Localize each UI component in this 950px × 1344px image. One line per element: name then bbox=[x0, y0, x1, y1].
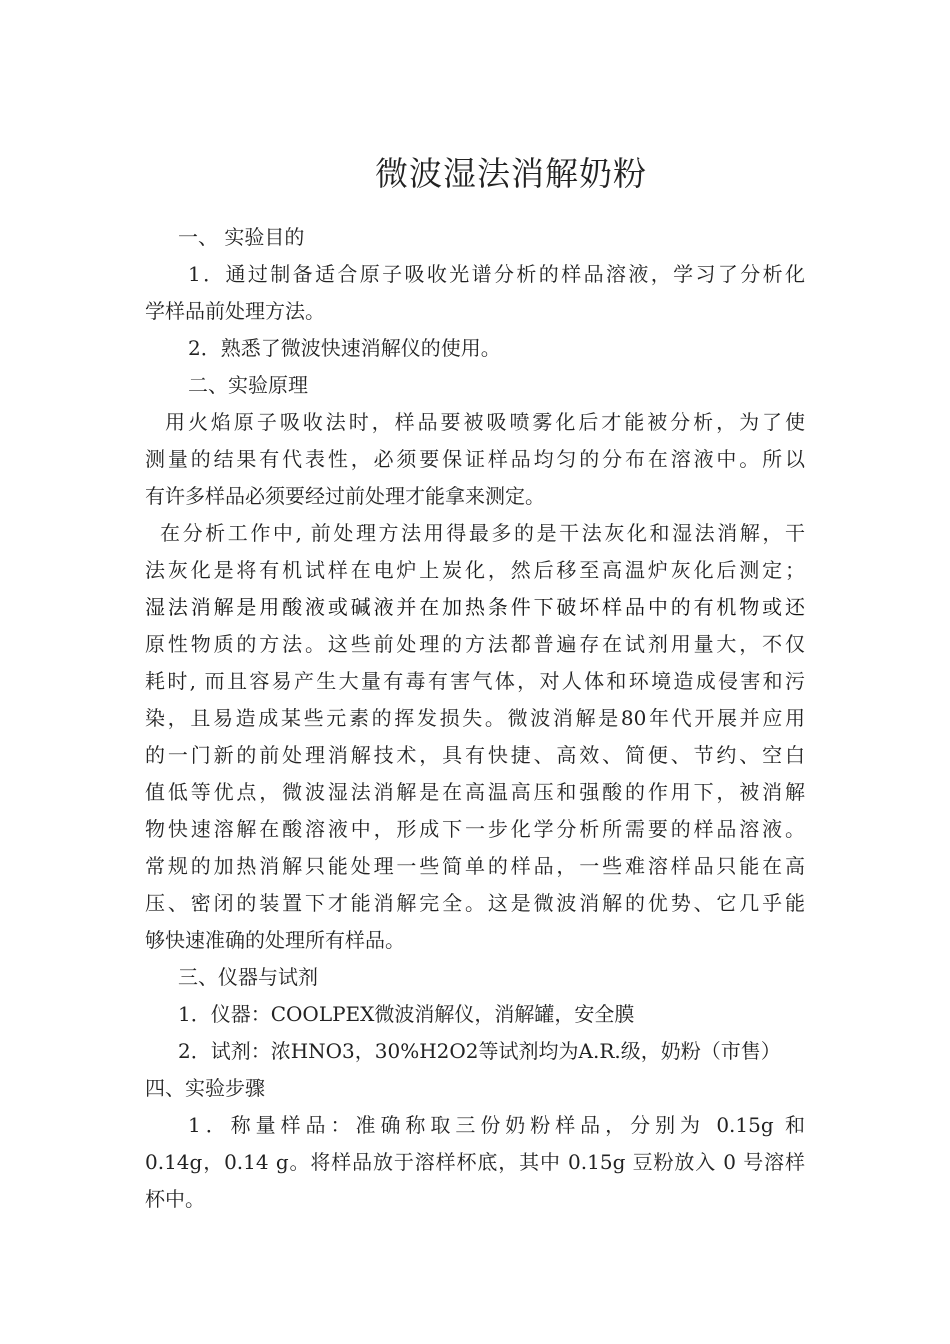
paragraph-line: 学样品前处理方法。 bbox=[145, 299, 325, 323]
paragraph-line: 物快速溶解在酸溶液中，形成下一步化学分析所需要的样品溶液。 bbox=[145, 817, 805, 841]
paragraph-line: 杯中。 bbox=[145, 1187, 205, 1211]
section-heading-procedure: 四、实验步骤 bbox=[145, 1076, 265, 1100]
document-title: 微波湿法消解奶粉 bbox=[375, 154, 647, 193]
paragraph-line: 原性物质的方法。这些前处理的方法都普遍存在试剂用量大，不仅 bbox=[145, 632, 805, 656]
paragraph-line: 1．通过制备适合原子吸收光谱分析的样品溶液，学习了分析化 bbox=[188, 262, 805, 286]
paragraph-line: 湿法消解是用酸液或碱液并在加热条件下破坏样品中的有机物或还 bbox=[145, 595, 805, 619]
paragraph-line: 的一门新的前处理消解技术，具有快捷、高效、简便、节约、空白 bbox=[145, 743, 805, 767]
paragraph-line: 有许多样品必须要经过前处理才能拿来测定。 bbox=[145, 484, 545, 508]
paragraph-line: 压、密闭的装置下才能消解完全。这是微波消解的优势、它几乎能 bbox=[145, 891, 805, 915]
paragraph-line: 常规的加热消解只能处理一些简单的样品，一些难溶样品只能在高 bbox=[145, 854, 805, 878]
paragraph-line: 1．仪器：COOLPEX微波消解仪，消解罐，安全膜 bbox=[178, 1002, 635, 1026]
paragraph-line: 1．称量样品：准确称取三份奶粉样品，分别为 0.15g 和 bbox=[188, 1113, 805, 1137]
paragraph-line: 值低等优点，微波湿法消解是在高温高压和强酸的作用下，被消解 bbox=[145, 780, 805, 804]
paragraph-line: 测量的结果有代表性，必须要保证样品均匀的分布在溶液中。所以 bbox=[145, 447, 805, 471]
paragraph-line: 法灰化是将有机试样在电炉上炭化，然后移至高温炉灰化后测定； bbox=[145, 558, 805, 582]
paragraph-line: 染，且易造成某些元素的挥发损失。微波消解是80年代开展并应用 bbox=[145, 706, 805, 730]
section-heading-purpose: 一、 实验目的 bbox=[178, 225, 305, 249]
paragraph-line: 2．熟悉了微波快速消解仪的使用。 bbox=[188, 336, 501, 360]
section-heading-principle: 二、实验原理 bbox=[188, 373, 308, 397]
paragraph-line: 耗时, 而且容易产生大量有毒有害气体，对人体和环境造成侵害和污 bbox=[145, 669, 805, 693]
paragraph-line: 2．试剂：浓HNO3，30%H2O2等试剂均为A.R.级，奶粉（市售） bbox=[178, 1039, 781, 1063]
paragraph-line: 在分析工作中, 前处理方法用得最多的是干法灰化和湿法消解，干 bbox=[160, 521, 805, 545]
paragraph-line: 用火焰原子吸收法时，样品要被吸喷雾化后才能被分析，为了使 bbox=[165, 410, 805, 434]
section-heading-instruments: 三、仪器与试剂 bbox=[178, 965, 318, 989]
paragraph-line: 够快速准确的处理所有样品。 bbox=[145, 928, 405, 952]
paragraph-line: 0.14g，0.14 g。将样品放于溶样杯底，其中 0.15g 豆粉放入 0 号溶样 bbox=[145, 1150, 805, 1174]
